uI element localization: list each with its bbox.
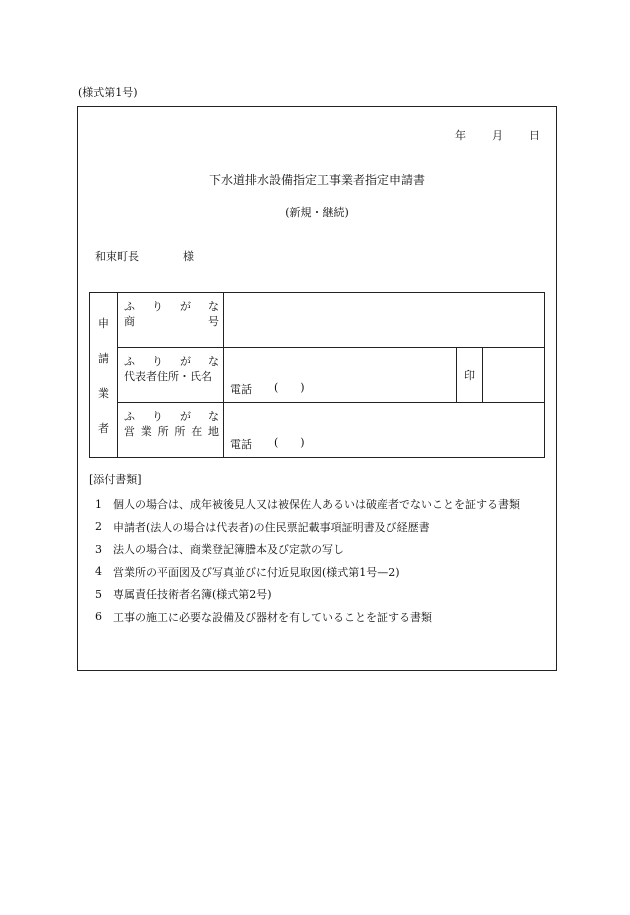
office-location-label-cell xyxy=(118,403,224,458)
addressee-name: 和束町長 xyxy=(95,250,139,263)
attachments-header: [添付書類] xyxy=(89,473,142,486)
application-form-frame xyxy=(77,106,557,671)
list-item: 3 法人の場合は、商業登記簿謄本及び定款の写し xyxy=(95,542,344,557)
paren-open: ( xyxy=(274,436,279,449)
applicant-side-label xyxy=(90,293,118,458)
side-char: 者 xyxy=(98,421,109,435)
year-label: 年 xyxy=(455,129,466,142)
paren-close: ) xyxy=(300,381,305,394)
office-location-label: 営 業 所 所 在 地 xyxy=(124,425,219,438)
document-title: 下水道排水設備指定工事業者指定申請書 xyxy=(208,173,425,187)
office-location-field[interactable] xyxy=(224,403,545,458)
addressee-honorific: 様 xyxy=(183,250,194,263)
table-row xyxy=(90,348,545,403)
representative-label: 代表者住所・氏名 xyxy=(124,370,212,383)
seal-label: 印 xyxy=(456,348,482,403)
phone-label: 電話 xyxy=(230,383,252,396)
applicant-table xyxy=(89,292,545,458)
side-char: 申 xyxy=(98,316,109,330)
phone-label: 電話 xyxy=(230,438,252,451)
form-number: (様式第1号) xyxy=(78,86,138,99)
list-item: 4 営業所の平面図及び写真並びに付近見取図(様式第1号—2) xyxy=(95,565,400,579)
trade-name-label-cell xyxy=(118,293,224,348)
document-subtitle: (新規・継続) xyxy=(285,206,349,219)
trade-name-label: 商 号 xyxy=(124,315,219,328)
table-row xyxy=(90,403,545,458)
representative-field[interactable] xyxy=(224,348,457,403)
date-row xyxy=(455,127,540,143)
furigana-label: ふ り が な xyxy=(124,355,219,368)
side-char: 業 xyxy=(98,386,109,400)
trade-name-field[interactable] xyxy=(224,293,545,348)
table-row xyxy=(90,293,545,348)
representative-label-cell xyxy=(118,348,224,403)
phone-line xyxy=(230,381,305,397)
furigana-label: ふ り が な xyxy=(124,300,219,313)
day-label: 日 xyxy=(529,129,540,142)
phone-line xyxy=(230,436,305,452)
list-item: 1 個人の場合は、成年被後見人又は被保佐人あるいは破産者でないことを証する書類 xyxy=(95,497,520,512)
furigana-label: ふ り が な xyxy=(124,410,219,423)
addressee xyxy=(95,248,194,264)
list-item: 6 工事の施工に必要な設備及び器材を有していることを証する書類 xyxy=(95,610,432,624)
list-item: 5 専属責任技術者名簿(様式第2号) xyxy=(95,587,272,602)
paren-open: ( xyxy=(274,381,279,394)
list-item: 2 申請者(法人の場合は代表者)の住民票記載事項証明書及び経歴書 xyxy=(95,520,430,534)
paren-close: ) xyxy=(300,436,305,449)
seal-area[interactable] xyxy=(482,348,544,403)
month-label: 月 xyxy=(492,129,503,142)
side-char: 請 xyxy=(98,351,109,365)
attachments-list xyxy=(95,493,520,628)
